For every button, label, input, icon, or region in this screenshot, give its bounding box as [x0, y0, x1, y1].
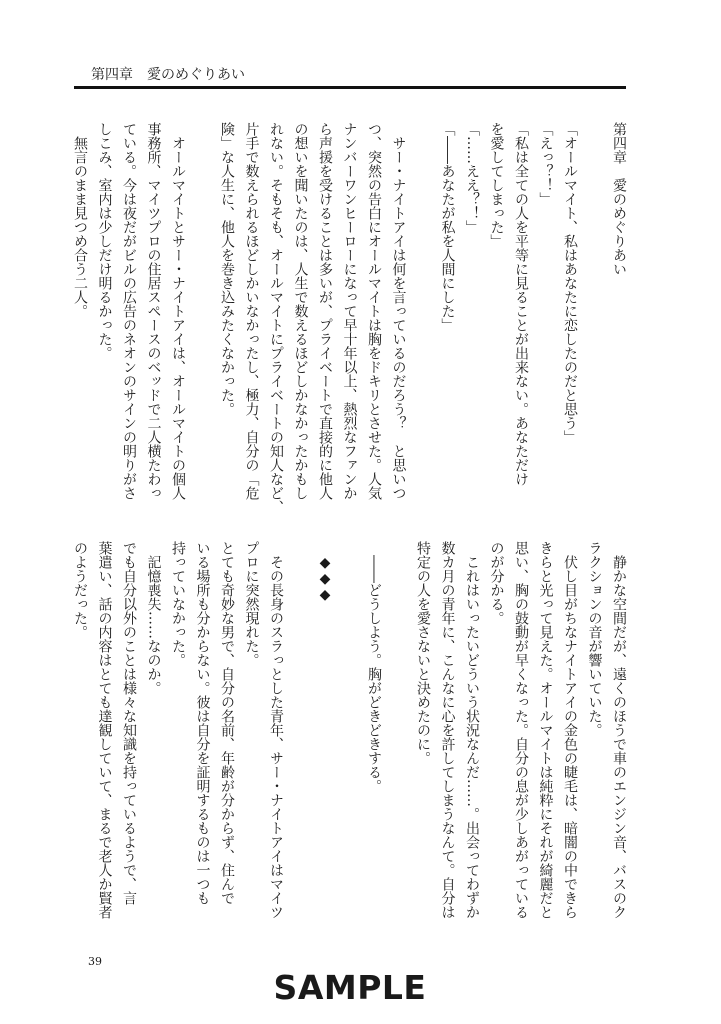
text-column: のが分かる。	[488, 541, 505, 625]
header-rule	[74, 86, 626, 89]
text-column: しこみ、室内は少しだけ明るかった。	[96, 122, 113, 360]
sample-watermark: SAMPLE	[273, 968, 427, 1007]
text-column: 記憶喪失……なのか。	[145, 541, 162, 695]
text-column: 「えっ？！」	[537, 122, 554, 206]
text-column: ――どうしよう。胸がどきどきする。	[366, 541, 382, 793]
text-column: 第四章 愛のめぐりあい	[611, 122, 627, 276]
text-column: を愛してしまった」	[488, 122, 505, 248]
running-head: 第四章 愛のめぐりあい	[91, 67, 245, 83]
text-column: ている。今は夜だがビルの広告のネオンのサインの明りがさ	[121, 122, 137, 500]
text-column: 険」な人生に、他人を巻き込みたくなかった。	[219, 122, 235, 416]
text-column: 事務所、マイツプロの住居スペースのベッドで二人横たわっ	[145, 122, 162, 500]
text-column: 数カ月の青年に、こんなに心を許してしまうなんて。自分は	[439, 541, 456, 919]
text-column: その長身のスラっとした青年、サー・ナイトアイはマイツ	[268, 541, 284, 919]
text-column: でも自分以外のことは様々な知識を持っているようで、言	[121, 541, 137, 905]
text-column: いる場所も分からない。彼は自分を証明するものは一つも	[194, 541, 211, 905]
text-column: プロに突然現れた。	[243, 541, 260, 667]
text-column: 伏し目がちなナイトアイの金色の睫毛は、暗闇の中できら	[562, 541, 578, 919]
text-column: 持っていなかった。	[170, 541, 186, 667]
text-column: つ、突然の告白にオールマイトは胸をドキリとさせた。人気	[366, 122, 382, 500]
text-column: きらと光って見えた。オールマイトは純粋にそれが綺麗だと	[537, 541, 554, 919]
text-column: ナンバーワンヒーローになって早十年以上、熱烈なファンか	[341, 122, 358, 500]
text-column: オールマイトとサー・ナイトアイは、オールマイトの個人	[170, 122, 186, 500]
text-column: 「……ええ？！」	[464, 122, 480, 234]
text-column: 片手で数えられるほどしかいなかったし、極力、自分の「危	[243, 122, 260, 500]
text-column: 無言のまま見つめ合う二人。	[72, 122, 88, 318]
text-column: 特定の人を愛さないと決めたのに。	[415, 541, 431, 765]
text-column: これはいったいどういう状況なんだ……。出会ってわずか	[464, 541, 480, 919]
text-column: 「私は全ての人を平等に見ることが出来ない。あなただけ	[513, 122, 529, 486]
text-column: の想いを聞いたのは、人生で数えるほどしかなかったかもし	[292, 122, 309, 500]
text-column: 葉遣い、話の内容はとても達観していて、まるで老人か賢者	[96, 541, 113, 919]
text-column: サー・ナイトアイは何を言っているのだろう？ と思いつ	[390, 122, 407, 500]
text-column: れない。そもそも、オールマイトにプライベートの知人など、	[268, 122, 284, 514]
text-column: 「――あなたが私を人間にした」	[439, 122, 456, 332]
page-number: 39	[88, 955, 102, 968]
text-column: のようだった。	[72, 541, 88, 639]
text-column: ラクションの音が響いていた。	[586, 541, 603, 737]
text-column: ら声援を受けることは多いが、プライベートで直接的に他人	[317, 122, 333, 500]
section-break-ornament: ◆◆◆	[317, 541, 333, 603]
text-column: 思い、胸の鼓動が早くなった。自分の息が少しあがっている	[513, 541, 529, 919]
text-column: とても奇妙な男で、自分の名前、年齢が分からず、住んで	[219, 541, 235, 905]
text-column: 静かな空間だが、遠くのほうで車のエンジン音、バスのク	[611, 541, 627, 919]
text-column: 「オールマイト、私はあなたに恋したのだと思う」	[562, 122, 578, 444]
